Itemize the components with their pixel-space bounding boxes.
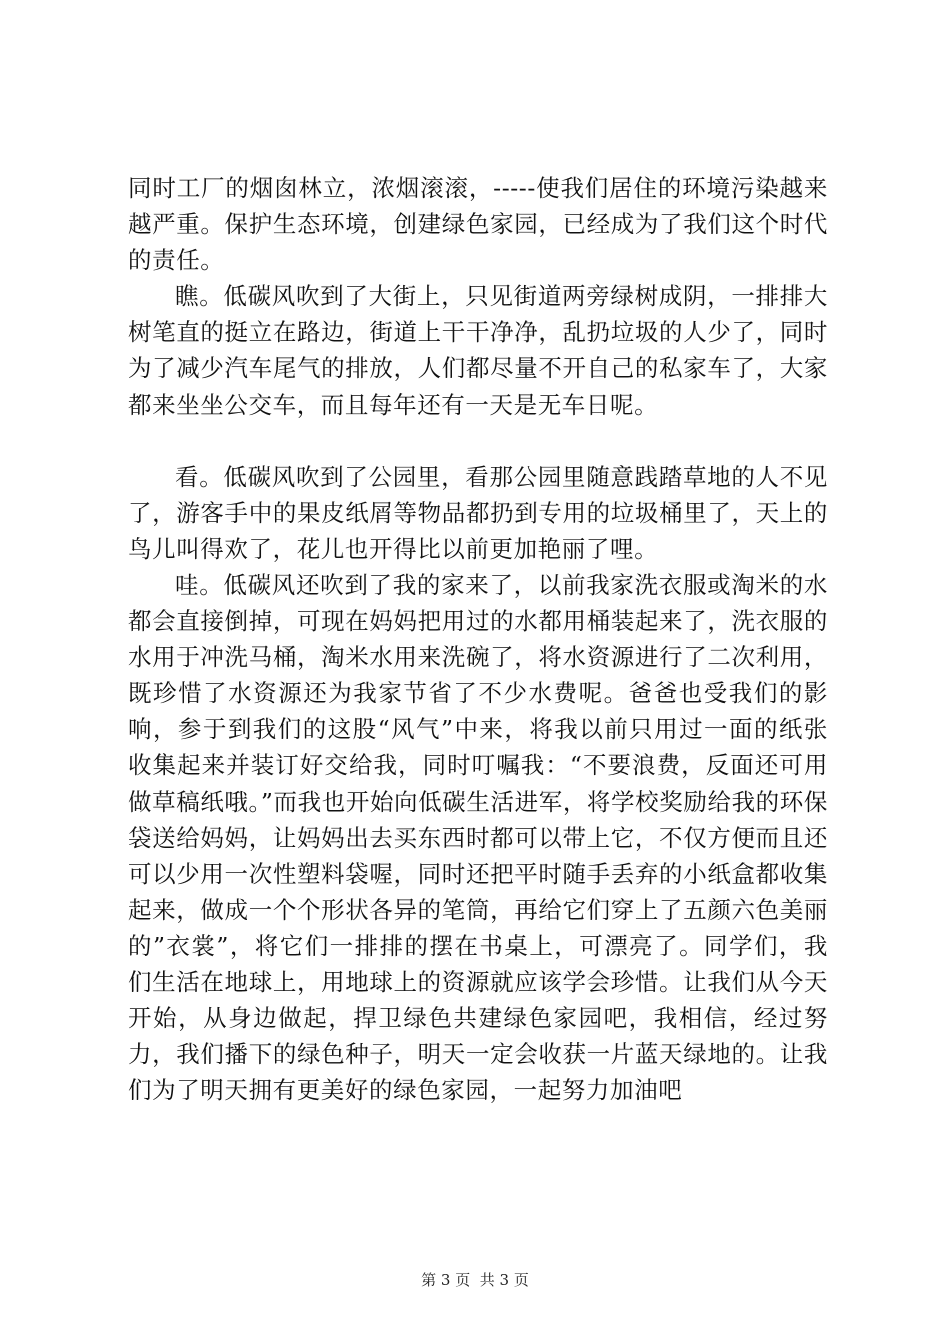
paragraph-park: 看。低碳风吹到了公园里，看那公园里随意践踏草地的人不见了，游客手中的果皮纸屑等物品都扔到专用的垃圾桶里了，天上的鸟儿叫得欢了，花儿也开得比以前更加艳丽了哩。 <box>128 462 828 563</box>
page-footer <box>0 1270 950 1290</box>
page-total: 共 3 页 <box>479 1271 529 1289</box>
paragraph-street: 瞧。低碳风吹到了大街上，只见街道两旁绿树成阴，一排排大树笔直的挺立在路边，街道上干干净净，乱扔垃圾的人少了，同时为了减少汽车尾气的排放，人们都尽量不开自己的私家车了，大家都来坐坐公交车，而且每年还有一天是无车日呢。 <box>128 282 828 419</box>
page-number: 第 3 页 <box>421 1271 471 1289</box>
paragraph-home: 哇。低碳风还吹到了我的家来了，以前我家洗衣服或淘米的水都会直接倒掉，可现在妈妈把用过的水都用桶装起来了，洗衣服的水用于冲洗马桶，淘米水用来洗碗了，将水资源进行了二次利用，既珍惜了水资源还为我家节省了不少水费呢。爸爸也受我们的影响，参于到我们的这股“风气”中来，将我以前只用过一面的纸张收集起来并装订好交给我，同时叮嘱我：“不要浪费，反面还可用做草稿纸哦。”而我也开始向低碳生活进军，将学校奖励给我的环保袋送给妈妈，让妈妈出去买东西时都可以带上它，不仅方便而且还可以少用一次性塑料袋喔，同时还把平时随手丢弃的小纸盒都收集起来，做成一个个形状各异的笔筒，再给它们穿上了五颜六色美丽的”衣裳”，将它们一排排的摆在书桌上，可漂亮了。同学们，我们生活在地球上，用地球上的资源就应该学会珍惜。让我们从今天开始，从身边做起，捍卫绿色共建绿色家园吧，我相信，经过努力，我们播下的绿色种子，明天一定会收获一片蓝天绿地的。让我们为了明天拥有更美好的绿色家园，一起努力加油吧 <box>128 570 828 1105</box>
paragraph-continuation: 同时工厂的烟囱林立，浓烟滚滚，-----使我们居住的环境污染越来越严重。保护生态环境，创建绿色家园，已经成为了我们这个时代的责任。 <box>128 174 828 275</box>
document-body <box>128 170 828 1108</box>
